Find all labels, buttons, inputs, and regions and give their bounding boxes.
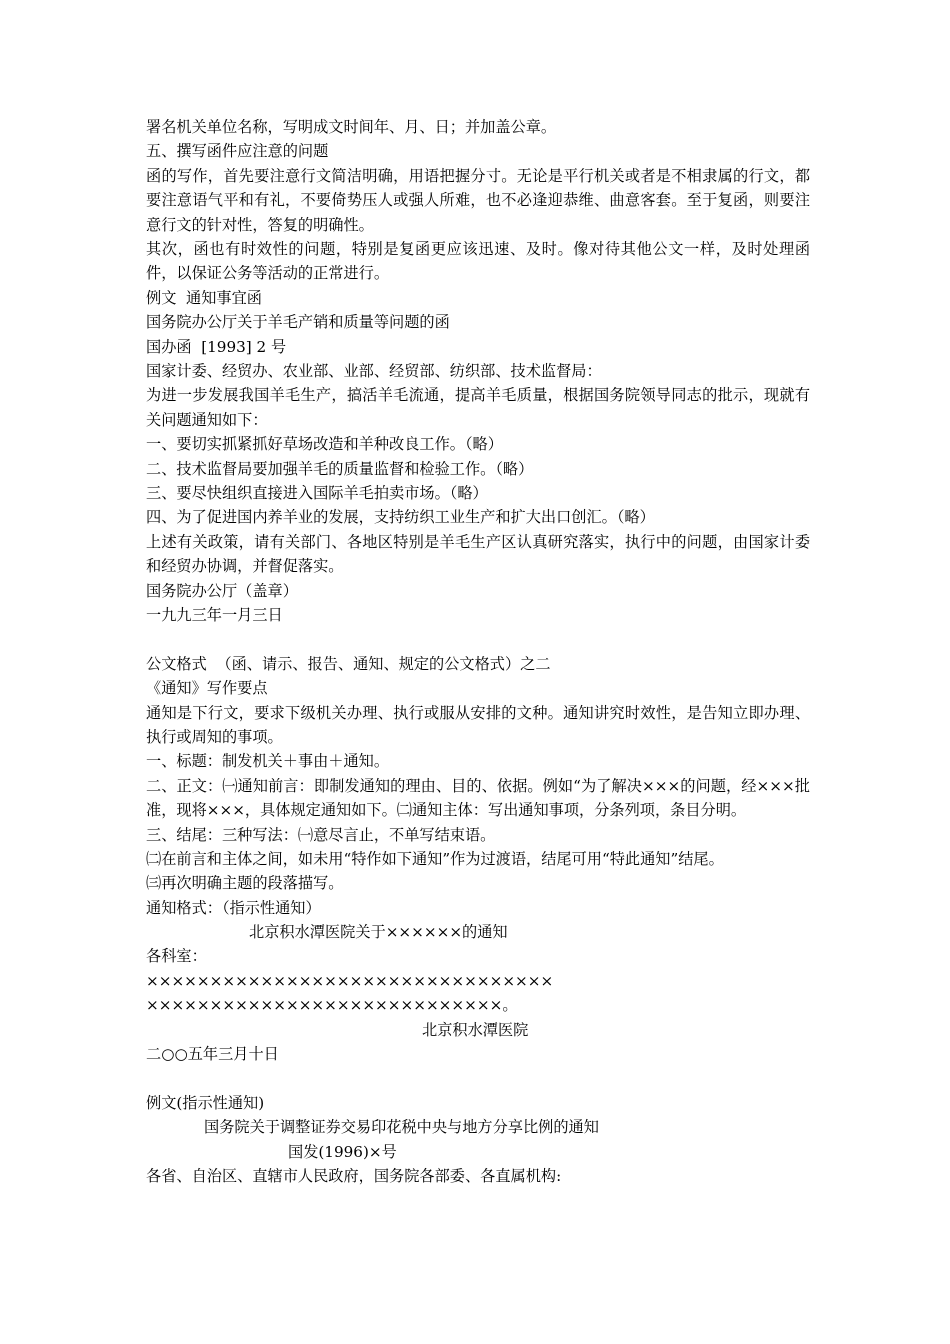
paragraph: 上述有关政策，请有关部门、各地区特别是羊毛生产区认真研究落实，执行中的问题，由国家计委和经贸办协调，并督促落实。 [146, 532, 810, 576]
signature: 北京积水潭医院 [422, 1020, 529, 1039]
text-line: ㈡在前言和主体之间，如未用“特作如下通知”作为过渡语，结尾可用“特此通知”结尾。 [146, 849, 724, 868]
placeholder-line: ×××××××××××××××××××××××××××××××× [146, 971, 554, 990]
section-heading: 公文格式 （函、请示、报告、通知、规定的公文格式）之二 [146, 654, 551, 673]
paragraph: 函的写作，首先要注意行文简洁明确，用语把握分寸。无论是平行机关或者是不相隶属的行文，都要注意语气平和有礼，不要倚势压人或强人所难，也不必逢迎恭维、曲意客套。至于复函，则要注意行文的针对性，答复的明确性。 [146, 166, 810, 234]
example-title: 例文(指示性通知) [146, 1093, 265, 1112]
paragraph: 二、正文：㈠通知前言：即制发通知的理由、目的、依据。例如“为了解决×××的问题，经×××批准，现将×××，具体规定通知如下。㈡通知主体：写出通知事项，分条列项，条目分明。 [146, 776, 810, 820]
section-heading: 五、撰写函件应注意的问题 [146, 142, 329, 161]
recipients: 各科室： [146, 947, 207, 966]
blank-line [146, 627, 810, 651]
list-item: 三、要尽快组织直接进入国际羊毛拍卖市场。（略） [146, 483, 488, 502]
list-item: 四、为了促进国内养羊业的发展，支持纺织工业生产和扩大出口创汇。（略） [146, 508, 655, 527]
paragraph: 其次，函也有时效性的问题，特别是复函更应该迅速、及时。像对待其他公文一样，及时处理函件，以保证公务等活动的正常进行。 [146, 240, 810, 283]
document-page [146, 115, 810, 1188]
date: 二○○五年三月十日 [146, 1045, 279, 1064]
list-item: 一、要切实抓紧抓好草场改造和羊种改良工作。（略） [146, 435, 503, 454]
text-line: 三、结尾：三种写法：㈠意尽言止，不单写结束语。 [146, 825, 496, 844]
recipients: 各省、自治区、直辖市人民政府，国务院各部委、各直属机构: [146, 1167, 562, 1185]
notice-title: 北京积水潭医院关于××××××的通知 [249, 923, 508, 942]
placeholder-line: ××××××××××××××××××××××××××××。 [146, 996, 518, 1015]
list-item: 二、技术监督局要加强羊毛的质量监督和检验工作。（略） [146, 459, 534, 478]
document-number: 国办函 [1993] 2 号 [146, 337, 287, 356]
letter-title: 国务院办公厅关于羊毛产销和质量等问题的函 [146, 313, 450, 332]
notice-title: 国务院关于调整证券交易印花税中央与地方分享比例的通知 [204, 1118, 599, 1137]
document-number: 国发(1996)×号 [288, 1142, 397, 1161]
section-heading: 《通知》写作要点 [146, 679, 268, 698]
example-title: 例文 通知事宜函 [146, 288, 262, 307]
text-line: 一、标题：制发机关＋事由＋通知。 [146, 752, 389, 771]
text-line: 署名机关单位名称，写明成文时间年、月、日；并加盖公章。 [146, 118, 557, 136]
blank-line [146, 1066, 810, 1090]
paragraph: 为进一步发展我国羊毛生产，搞活羊毛流通，提高羊毛质量，根据国务院领导同志的批示，现就有关问题通知如下： [146, 386, 810, 429]
recipients: 国家计委、经贸办、农业部、业部、经贸部、纺织部、技术监督局： [146, 361, 602, 380]
text-line: 通知格式：（指示性通知） [146, 898, 321, 917]
paragraph: 通知是下行文，要求下级机关办理、执行或服从安排的文种。通知讲究时效性，是告知立即办理、执行或周知的事项。 [146, 703, 810, 746]
text-line: ㈢再次明确主题的段落描写。 [146, 874, 344, 893]
signature: 国务院办公厅（盖章） [146, 581, 298, 600]
date: 一九九三年一月三日 [146, 605, 283, 624]
